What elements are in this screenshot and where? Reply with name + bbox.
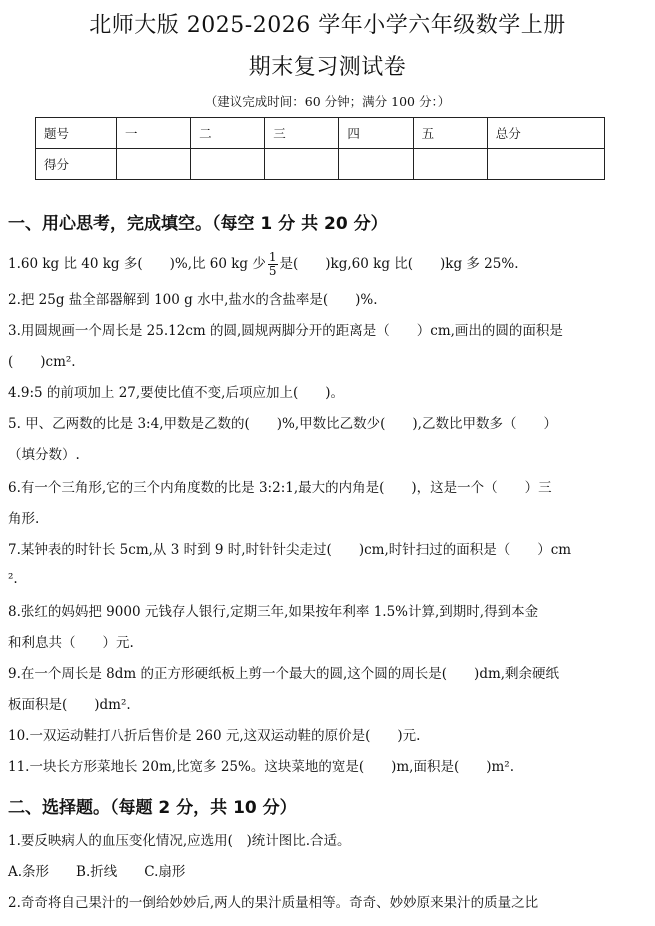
score-table-header-row bbox=[36, 118, 605, 149]
document-title: 北师大版 2025-2026 学年小学六年级数学上册 bbox=[89, 13, 566, 38]
question-8-line-1: 8.张红的妈妈把 9000 元钱存人银行,定期三年,如果按年利率 1.5%计算,到期时,得到本金 bbox=[8, 604, 539, 620]
section-2-heading: 二、选择题。（每题 2 分，共 10 分） bbox=[8, 798, 297, 818]
question-7-line-2: ². bbox=[8, 571, 18, 587]
score-input-cell[interactable] bbox=[265, 149, 339, 180]
question-1-part-a: 1.60 kg 比 40 kg 多( )%,比 60 kg 少 bbox=[8, 256, 266, 272]
question-1 bbox=[8, 247, 638, 281]
question-9-line-2: 板面积是( )dm². bbox=[8, 697, 131, 713]
fraction bbox=[268, 251, 278, 278]
fraction-numerator: 1 bbox=[268, 250, 277, 264]
question-8-line-2: 和利息共（ ）元. bbox=[8, 635, 134, 651]
choice-question-1-options: A.条形 B.折线 C.扇形 bbox=[8, 864, 186, 880]
table-cell: 一 bbox=[117, 118, 191, 149]
question-2: 2.把 25g 盐全部器解到 100 g 水中,盐水的含盐率是( )%. bbox=[8, 292, 378, 308]
score-input-cell[interactable] bbox=[117, 149, 191, 180]
score-table-score-row bbox=[36, 149, 605, 180]
document-subtitle: 期末复习测试卷 bbox=[248, 55, 407, 80]
question-11: 11.一块长方形菜地长 20m,比宽多 25%。这块菜地的宽是( )m,面积是( )m². bbox=[8, 759, 514, 775]
score-input-cell[interactable] bbox=[413, 149, 487, 180]
question-5-line-1: 5. 甲、乙两数的比是 3:4,甲数是乙数的( )%,甲数比乙数少( ),乙数比甲数多（ ） bbox=[8, 416, 557, 432]
question-4: 4.9:5 的前项加上 27,要使比值不变,后项应加上( )。 bbox=[8, 385, 344, 401]
table-cell: 得分 bbox=[36, 149, 117, 180]
question-9-line-1: 9.在一个周长是 8dm 的正方形硬纸板上剪一个最大的圆,这个圆的周长是( )dm,剩余硬纸 bbox=[8, 666, 560, 682]
question-1-part-b: 是( )kg,60 kg 比( )kg 多 25%. bbox=[279, 256, 519, 272]
question-6-line-2: 角形. bbox=[8, 511, 40, 527]
score-input-cell[interactable] bbox=[191, 149, 265, 180]
table-cell: 四 bbox=[339, 118, 413, 149]
table-cell: 二 bbox=[191, 118, 265, 149]
question-3-line-2: ( )cm². bbox=[8, 354, 76, 370]
time-suggestion: （建议完成时间：60 分钟；满分 100 分：） bbox=[204, 94, 451, 109]
question-3-line-1: 3.用圆规画一个周长是 25.12cm 的圆,圆规两脚分开的距离是（ ）cm,画出的圆的面积是 bbox=[8, 323, 563, 339]
choice-question-1: 1.要反映病人的血压变化情况,应选用( )统计图比.合适。 bbox=[8, 833, 351, 849]
fraction-denominator: 5 bbox=[268, 264, 277, 278]
table-cell: 五 bbox=[413, 118, 487, 149]
table-cell: 三 bbox=[265, 118, 339, 149]
score-input-cell[interactable] bbox=[487, 149, 604, 180]
section-1-heading: 一、用心思考，完成填空。（每空 1 分 共 20 分） bbox=[8, 214, 388, 234]
table-cell: 总分 bbox=[487, 118, 604, 149]
question-10: 10.一双运动鞋打八折后售价是 260 元,这双运动鞋的原价是( )元. bbox=[8, 728, 421, 744]
question-5-line-2: （填分数）. bbox=[8, 447, 80, 463]
score-table bbox=[35, 117, 605, 180]
question-6-line-1: 6.有一个三角形,它的三个内角度数的比是 3:2:1,最大的内角是( )，这是一个（ ）三 bbox=[8, 480, 552, 496]
table-cell: 题号 bbox=[36, 118, 117, 149]
question-7-line-1: 7.某钟表的时针长 5cm,从 3 时到 9 时,时针针尖走过( )cm,时针扫过的面积是（ ）cm bbox=[8, 542, 572, 558]
choice-question-2: 2.奇奇将自己果汁的一倒给妙妙后,两人的果汁质量相等。奇奇、妙妙原来果汁的质量之比 bbox=[8, 895, 539, 911]
score-input-cell[interactable] bbox=[339, 149, 413, 180]
